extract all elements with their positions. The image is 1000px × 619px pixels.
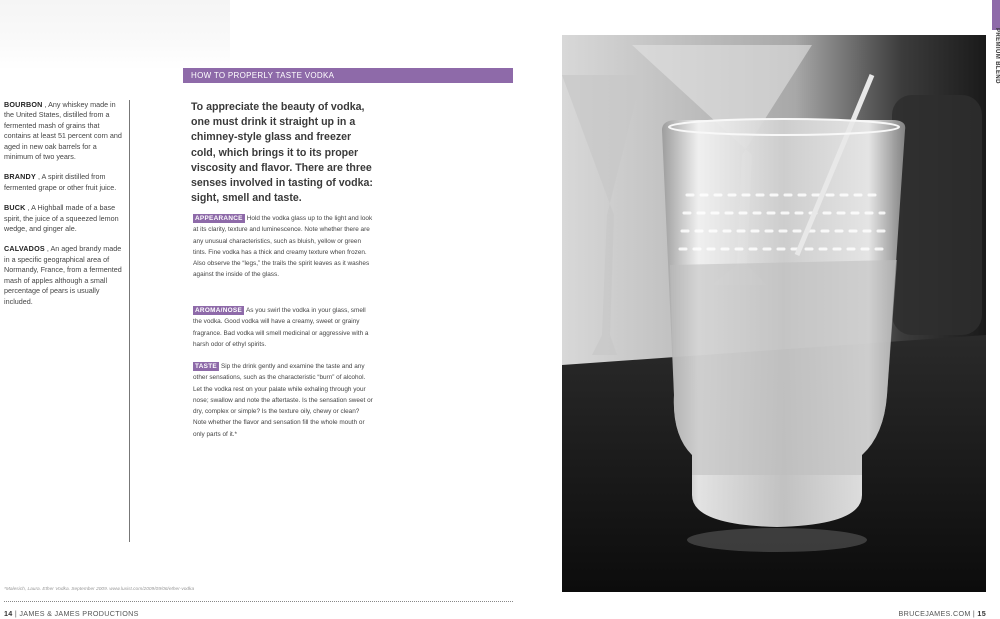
paragraph-tag: TASTE bbox=[195, 363, 217, 370]
glossary-term: BRANDY bbox=[4, 172, 36, 182]
glossary-definition: A Highball made of a base spirit, the juice of a squeezed lemon wedge, and ginger ale. bbox=[4, 203, 119, 234]
mixing-glass-illustration bbox=[562, 35, 986, 592]
side-label-text: PREMIUM BLEND bbox=[994, 28, 1000, 84]
glossary-separator: , bbox=[25, 203, 32, 213]
publisher-name: JAMES & JAMES PRODUCTIONS bbox=[19, 609, 139, 618]
side-color-tab bbox=[992, 0, 1000, 30]
page-number-left: 14 bbox=[4, 609, 13, 618]
paragraph-text: Sip the drink gently and examine the taste and any other sensations, such as the characteristic “burn” of alcohol. Let the vodka rest on your palate while exhaling through your nose; swallow and note the aftertaste. Is the sensation sweet or dry, complex or simple? Is the texture oily, chewy or clean? Note whether the flavor and sensation fill the whole mouth or only parts of it.* bbox=[193, 363, 373, 438]
paragraph-appearance bbox=[193, 213, 373, 281]
vodka-glass-photo bbox=[562, 35, 986, 592]
website-url: BRUCEJAMES.COM bbox=[898, 609, 971, 618]
folio-separator: | bbox=[970, 609, 978, 618]
glossary-entry-buck bbox=[4, 203, 122, 234]
paragraph-text: As you swirl the vodka in your glass, smell the vodka. Good vodka will have a creamy, sweet or grainy fragrance. Bad vodka will smell medicinal or aggressive with a harsh odor of ethyl spirits. bbox=[193, 307, 369, 348]
faded-header-graphic bbox=[0, 0, 230, 70]
folio-right bbox=[899, 609, 986, 618]
paragraph-text: Hold the vodka glass up to the light and look at its clarity, texture and luminescence. Note whether there are any unusual characteristics, such as bluish, yellow or green tints. Fine vodka has a thick and creamy texture when frozen. Also observe the “legs,” the trails the spirit leaves as it washes against the inside of the glass. bbox=[193, 215, 373, 279]
glossary-entry-brandy bbox=[4, 172, 122, 193]
footnote: *Malesich, Laura. Ether Vodka. September 2009. www.luxist.com/2009/09/06/ether-vodka bbox=[4, 587, 195, 592]
glossary-term: BOURBON bbox=[4, 100, 43, 109]
glossary-separator: , bbox=[44, 244, 51, 254]
column-divider bbox=[129, 100, 130, 542]
side-label bbox=[990, 30, 1000, 100]
folio-left bbox=[4, 609, 139, 618]
paragraph-aroma bbox=[193, 305, 373, 350]
paragraph-tag: AROMA/NOSE bbox=[195, 307, 243, 314]
glossary-separator: , bbox=[42, 100, 49, 109]
paragraph-tag: APPEARANCE bbox=[195, 215, 243, 222]
paragraph-taste bbox=[193, 361, 373, 440]
lead-paragraph: To appreciate the beauty of vodka, one must drink it straight up in a chimney-style glass and freezer cold, which brings it to its proper viscosity and flavor. There are three senses involved in tasting of vodka: sight, smell and taste. bbox=[191, 101, 373, 205]
glossary-sidebar bbox=[4, 100, 122, 317]
glossary-definition: An aged brandy made in a specific geographical area of Normandy, France, from a fermented mash of apples although a small percentage of pears is usually included. bbox=[4, 244, 122, 306]
glossary-separator: , bbox=[35, 172, 42, 182]
glossary-term: BUCK bbox=[4, 203, 26, 213]
glossary-term: CALVADOS bbox=[4, 244, 45, 254]
glossary-entry-bourbon bbox=[4, 100, 122, 162]
footer-dotted-rule bbox=[4, 601, 513, 602]
glossary-entry-calvados bbox=[4, 244, 122, 306]
page-number-right: 15 bbox=[977, 609, 986, 618]
glossary-definition: A spirit distilled from fermented grape or other fruit juice. bbox=[4, 172, 117, 192]
section-title-bar: HOW TO PROPERLY TASTE VODKA bbox=[183, 68, 513, 83]
glossary-definition: Any whiskey made in the United States, distilled from a fermented mash of grains that contains at least 51 percent corn and aged in new oak barrels for a minimum of two years. bbox=[4, 100, 122, 162]
folio-separator: | bbox=[12, 609, 20, 618]
